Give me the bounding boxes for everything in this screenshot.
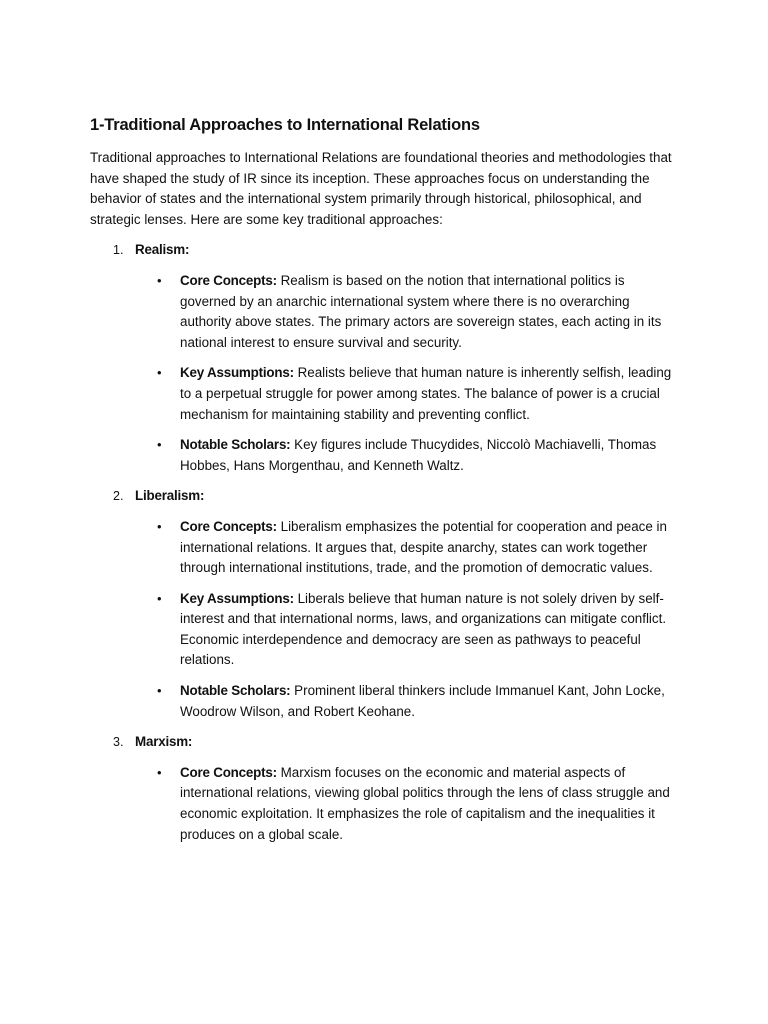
bullet-icon: • xyxy=(157,518,162,534)
section-label: Marxism: xyxy=(135,734,193,750)
bullet-text: Realism is based on the notion that international politics is governed by an anarchic international system where there is no overarching authority above states. The primary actors are sovereign states, each acting in its national interest to ensure survival and security. xyxy=(180,272,662,350)
section-realism xyxy=(90,240,680,476)
bullet-icon: • xyxy=(157,764,162,780)
list-item xyxy=(90,517,680,579)
bullet-label: Core Concepts: xyxy=(180,518,277,534)
bullet-text: Realists believe that human nature is inherently selfish, leading to a perpetual struggle for power among states. The balance of power is a crucial mechanism for maintaining stability and preventing conflict. xyxy=(180,365,672,422)
bullet-text: Key figures include Thucydides, Niccolò Machiavelli, Thomas Hobbes, Hans Morgenthau, and Kenneth Waltz. xyxy=(180,437,657,473)
section-heading xyxy=(90,240,680,261)
bullet-text: Liberals believe that human nature is not solely driven by self-interest and that international norms, laws, and organizations can mitigate conflict. Economic interdependence and democracy are seen as pathways to peaceful relations. xyxy=(180,590,667,668)
bullet-text: Liberalism emphasizes the potential for cooperation and peace in international relations. It argues that, despite anarchy, states can work together through international institutions, trade, and the promotion of democratic values. xyxy=(180,518,667,576)
section-label: Liberalism: xyxy=(135,488,205,504)
section-number: 1. xyxy=(113,243,124,258)
section-heading xyxy=(90,732,680,753)
bullet-text: Marxism focuses on the economic and material aspects of international relations, viewing global politics through the lens of class struggle and economic exploitation. It emphasizes the role of capitalism and the inequalities it produces on a global scale. xyxy=(180,764,670,842)
list-item xyxy=(90,363,680,425)
bullet-label: Core Concepts: xyxy=(180,272,277,288)
bullet-label: Key Assumptions: xyxy=(180,590,294,606)
section-label: Realism: xyxy=(135,242,190,258)
section-heading xyxy=(90,486,680,507)
bullet-icon: • xyxy=(157,683,162,699)
bullet-label: Core Concepts: xyxy=(180,764,277,780)
bullet-label: Notable Scholars: xyxy=(180,683,291,699)
bullet-icon: • xyxy=(157,272,162,288)
bullet-list xyxy=(90,517,680,722)
bullet-icon: • xyxy=(157,365,162,381)
section-liberalism xyxy=(90,486,680,722)
bullet-label: Notable Scholars: xyxy=(180,437,291,453)
bullet-icon: • xyxy=(157,590,162,606)
bullet-list xyxy=(90,763,680,845)
bullet-text: Prominent liberal thinkers include Immanuel Kant, John Locke, Woodrow Wilson, and Robert Keohane. xyxy=(180,683,665,719)
list-item xyxy=(90,763,680,845)
bullet-list xyxy=(90,271,680,476)
intro-paragraph: Traditional approaches to International Relations are foundational theories and methodologies that have shaped the study of IR since its inception. These approaches focus on understanding the behavior of states and the international system primarily through historical, philosophical, and strategic lenses. Here are some key traditional approaches: xyxy=(90,150,672,227)
section-number: 3. xyxy=(113,735,124,750)
list-item xyxy=(90,589,680,671)
list-item xyxy=(90,271,680,353)
document-page xyxy=(90,113,680,855)
list-item xyxy=(90,681,680,722)
section-marxism xyxy=(90,732,680,845)
section-number: 2. xyxy=(113,489,124,504)
document-title: 1-Traditional Approaches to International Relations xyxy=(90,116,480,134)
list-item xyxy=(90,435,680,476)
bullet-label: Key Assumptions: xyxy=(180,365,294,381)
bullet-icon: • xyxy=(157,437,162,453)
